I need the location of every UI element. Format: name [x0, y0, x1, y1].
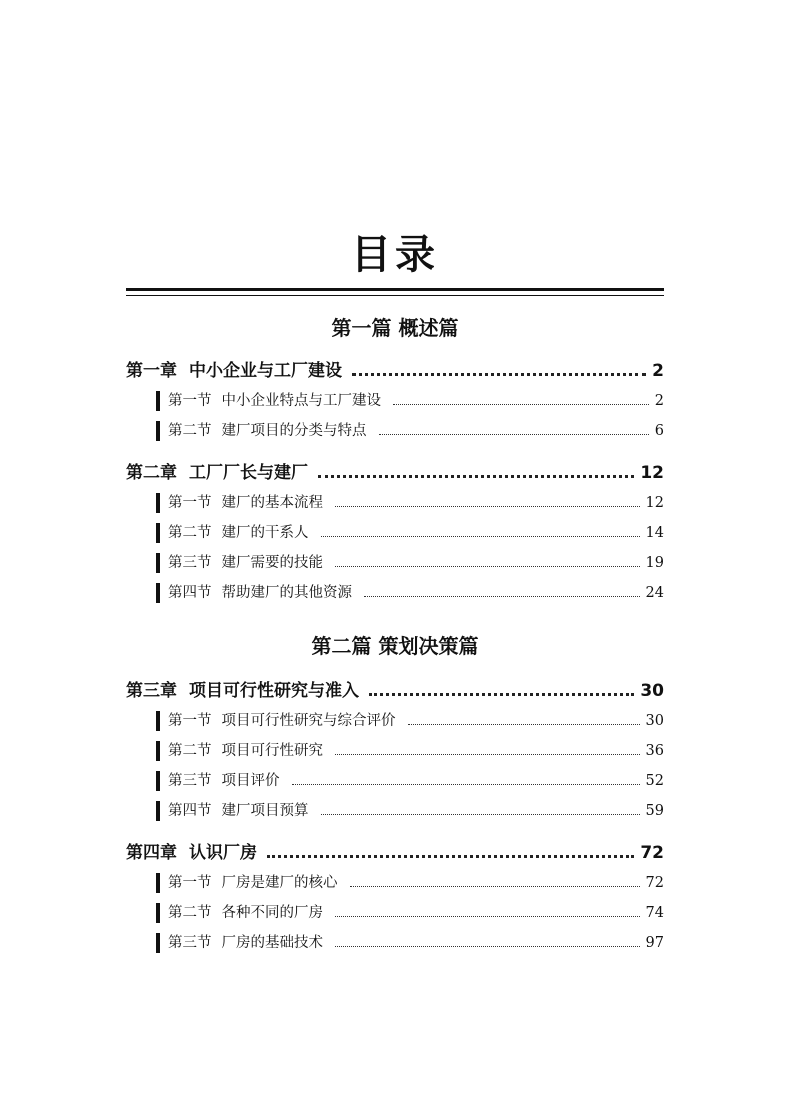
- section-title: 项目可行性研究与综合评价: [221, 713, 396, 729]
- chapter-number: 第二章: [126, 463, 177, 483]
- dot-leader: [352, 373, 646, 376]
- chapter-entry[interactable]: [126, 838, 664, 868]
- title-rule: [126, 288, 664, 296]
- section-marker-bar: [156, 903, 160, 923]
- section-page-number: 59: [645, 803, 664, 819]
- spacer: [126, 826, 664, 838]
- section-title: 帮助建厂的其他资源: [221, 585, 352, 601]
- dot-leader: [350, 886, 640, 887]
- section-page-number: 72: [645, 875, 664, 891]
- chapter-title: 认识厂房: [189, 843, 257, 863]
- section-entry[interactable]: [156, 518, 664, 548]
- spacer: [126, 342, 664, 356]
- section-number: 第三节: [168, 555, 212, 571]
- dot-leader: [321, 536, 640, 537]
- table-of-contents: [126, 228, 664, 958]
- section-title: 建厂需要的技能: [221, 555, 323, 571]
- section-page-number: 12: [645, 495, 664, 511]
- part-heading: 第二篇 策划决策篇: [311, 634, 479, 658]
- section-marker-bar: [156, 553, 160, 573]
- chapter-number: 第三章: [126, 681, 177, 701]
- section-number: 第二节: [168, 905, 212, 921]
- section-marker-bar: [156, 523, 160, 543]
- section-entry[interactable]: [156, 796, 664, 826]
- section-number: 第一节: [168, 713, 212, 729]
- section-marker-bar: [156, 741, 160, 761]
- section-title: 项目评价: [221, 773, 280, 789]
- section-number: 第一节: [168, 875, 212, 891]
- section-page-number: 24: [645, 585, 664, 601]
- chapter-entry[interactable]: [126, 676, 664, 706]
- chapter-page-number: 2: [652, 361, 664, 381]
- section-title: 中小企业特点与工厂建设: [221, 393, 381, 409]
- section-title: 建厂的干系人: [221, 525, 309, 541]
- section-page-number: 52: [645, 773, 664, 789]
- part-heading: 第一篇 概述篇: [331, 316, 459, 340]
- section-page-number: 14: [645, 525, 664, 541]
- chapter-number: 第一章: [126, 361, 177, 381]
- section-number: 第一节: [168, 393, 212, 409]
- section-title: 项目可行性研究: [221, 743, 323, 759]
- section-marker-bar: [156, 801, 160, 821]
- dot-leader: [335, 916, 640, 917]
- chapter-page-number: 72: [640, 843, 664, 863]
- page-title: 目录: [351, 232, 439, 278]
- section-entry[interactable]: [156, 736, 664, 766]
- chapter-title: 中小企业与工厂建设: [189, 361, 342, 381]
- chapter-page-number: 12: [640, 463, 664, 483]
- dot-leader: [393, 404, 649, 405]
- section-marker-bar: [156, 933, 160, 953]
- section-entry[interactable]: [156, 766, 664, 796]
- section-entry[interactable]: [156, 548, 664, 578]
- section-marker-bar: [156, 873, 160, 893]
- section-entry[interactable]: [156, 706, 664, 736]
- dot-leader: [335, 754, 640, 755]
- section-marker-bar: [156, 391, 160, 411]
- section-title: 建厂项目的分类与特点: [221, 423, 367, 439]
- section-entry[interactable]: [156, 898, 664, 928]
- section-entry[interactable]: [156, 488, 664, 518]
- section-marker-bar: [156, 421, 160, 441]
- section-number: 第二节: [168, 743, 212, 759]
- dot-leader: [335, 946, 640, 947]
- section-page-number: 2: [654, 393, 664, 409]
- section-entry[interactable]: [156, 416, 664, 446]
- chapter-entry[interactable]: [126, 356, 664, 386]
- section-entry[interactable]: [156, 578, 664, 608]
- chapter-title: 工厂厂长与建厂: [189, 463, 308, 483]
- section-number: 第一节: [168, 495, 212, 511]
- section-number: 第三节: [168, 773, 212, 789]
- section-title: 厂房的基础技术: [221, 935, 323, 951]
- dot-leader: [335, 506, 640, 507]
- section-title: 厂房是建厂的核心: [221, 875, 338, 891]
- dot-leader: [379, 434, 649, 435]
- section-number: 第二节: [168, 525, 212, 541]
- section-number: 第二节: [168, 423, 212, 439]
- section-title: 建厂的基本流程: [221, 495, 323, 511]
- dot-leader: [321, 814, 640, 815]
- section-entry[interactable]: [156, 386, 664, 416]
- section-number: 第三节: [168, 935, 212, 951]
- section-page-number: 19: [645, 555, 664, 571]
- dot-leader: [267, 855, 634, 858]
- section-number: 第四节: [168, 585, 212, 601]
- section-page-number: 30: [645, 713, 664, 729]
- section-entry[interactable]: [156, 928, 664, 958]
- chapter-page-number: 30: [640, 681, 664, 701]
- section-marker-bar: [156, 711, 160, 731]
- spacer: [126, 446, 664, 458]
- dot-leader: [335, 566, 640, 567]
- section-entry[interactable]: [156, 868, 664, 898]
- section-page-number: 6: [654, 423, 664, 439]
- section-marker-bar: [156, 771, 160, 791]
- section-number: 第四节: [168, 803, 212, 819]
- section-title: 建厂项目预算: [221, 803, 309, 819]
- spacer: [126, 660, 664, 676]
- toc-body: [126, 314, 664, 958]
- dot-leader: [408, 724, 640, 725]
- section-page-number: 74: [645, 905, 664, 921]
- section-title: 各种不同的厂房: [221, 905, 323, 921]
- section-page-number: 36: [645, 743, 664, 759]
- chapter-entry[interactable]: [126, 458, 664, 488]
- dot-leader: [292, 784, 640, 785]
- chapter-title: 项目可行性研究与准入: [189, 681, 359, 701]
- dot-leader: [318, 475, 634, 478]
- section-marker-bar: [156, 493, 160, 513]
- section-page-number: 97: [645, 935, 664, 951]
- section-marker-bar: [156, 583, 160, 603]
- chapter-number: 第四章: [126, 843, 177, 863]
- dot-leader: [364, 596, 640, 597]
- dot-leader: [369, 693, 634, 696]
